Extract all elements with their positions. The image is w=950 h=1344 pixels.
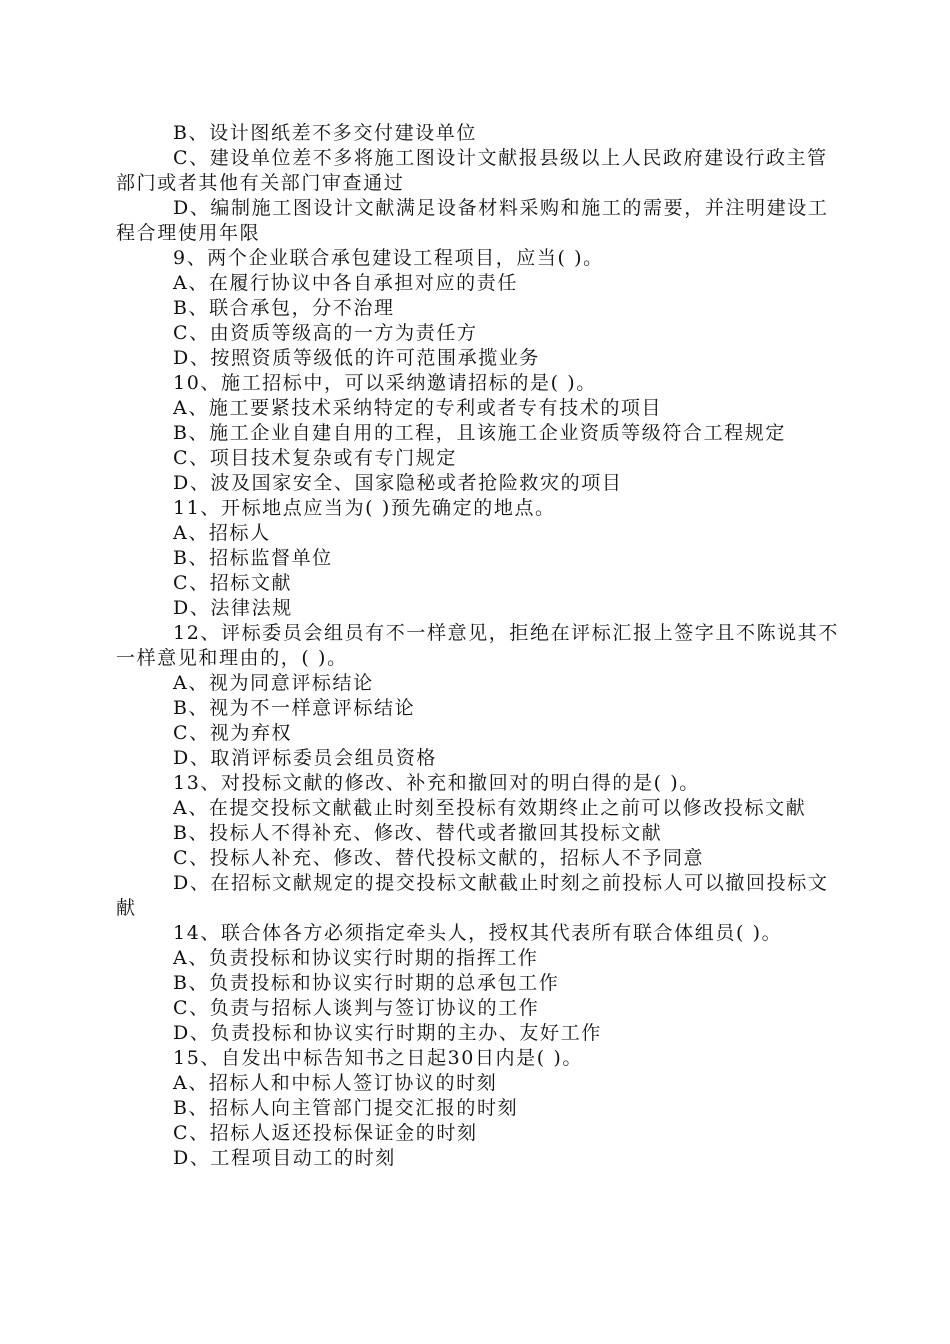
option-line: C、由资质等级高的一方为责任方 <box>173 322 478 344</box>
option-line: A、负责投标和协议实行时期的指挥工作 <box>173 947 539 969</box>
option-line: B、招标人向主管部门提交汇报的时刻 <box>173 1097 519 1119</box>
option-line: D、编制施工图设计文献满足设备材料采购和施工的需要，并注明建设工程合理使用年限 <box>116 197 829 244</box>
question-line: 14、联合体各方必须指定牵头人，授权其代表所有联合体组员( )。 <box>173 922 783 944</box>
document-body <box>116 121 846 1171</box>
option-line: B、负责投标和协议实行时期的总承包工作 <box>173 972 560 994</box>
question-line: 13、对投标文献的修改、补充和撤回对的明白得的是( )。 <box>173 772 700 794</box>
option-line: B、设计图纸差不多交付建设单位 <box>173 122 477 144</box>
option-line: B、施工企业自建自用的工程，且该施工企业资质等级符合工程规定 <box>173 422 786 444</box>
option-line: A、视为同意评标结论 <box>173 672 374 694</box>
option-line: D、按照资质等级低的许可范围承揽业务 <box>173 347 541 369</box>
question-line: 15、自发出中标告知书之日起30日内是( )。 <box>173 1047 584 1069</box>
option-line: C、投标人补充、修改、替代投标文献的，招标人不予同意 <box>173 847 705 869</box>
option-line: B、招标监督单位 <box>173 547 333 569</box>
option-line: C、招标文献 <box>173 572 293 594</box>
question-line: 10、施工招标中，可以采纳邀请招标的是( )。 <box>173 372 597 394</box>
option-line: A、在提交投标文献截止时刻至投标有效期终止之前可以修改投标文献 <box>173 797 807 819</box>
option-line: D、波及国家安全、国家隐秘或者抢险救灾的项目 <box>173 472 623 494</box>
question-line: 12、评标委员会组员有不一样意见，拒绝在评标汇报上签字且不陈说其不一样意见和理由的，( )。 <box>116 622 839 669</box>
option-line: D、法律法规 <box>173 597 293 619</box>
option-line: D、取消评标委员会组员资格 <box>173 747 438 769</box>
option-line: B、视为不一样意评标结论 <box>173 697 416 719</box>
option-line: C、视为弃权 <box>173 722 293 744</box>
option-line: A、施工要紧技术采纳特定的专利或者专有技术的项目 <box>173 397 663 419</box>
option-line: B、联合承包，分不治理 <box>173 297 395 319</box>
question-line: 11、开标地点应当为( )预先确定的地点。 <box>173 497 556 519</box>
option-line: D、工程项目动工的时刻 <box>173 1147 396 1169</box>
option-line: B、投标人不得补充、修改、替代或者撤回其投标文献 <box>173 822 663 844</box>
option-line: C、项目技术复杂或有专门规定 <box>173 447 457 469</box>
option-line: D、负责投标和协议实行时期的主办、友好工作 <box>173 1022 602 1044</box>
option-line: C、负责与招标人谈判与签订协议的工作 <box>173 997 540 1019</box>
option-line: A、招标人和中标人签订协议的时刻 <box>173 1072 498 1094</box>
option-line: A、在履行协议中各自承担对应的责任 <box>173 272 518 294</box>
option-line: D、在招标文献规定的提交投标文献截止时刻之前投标人可以撤回投标文献 <box>116 872 829 919</box>
question-line: 9、两个企业联合承包建设工程项目，应当( )。 <box>173 247 604 269</box>
option-line: A、招标人 <box>173 522 271 544</box>
option-line: C、建设单位差不多将施工图设计文献报县级以上人民政府建设行政主管部门或者其他有关部门审查通过 <box>116 147 828 194</box>
option-line: C、招标人返还投标保证金的时刻 <box>173 1122 478 1144</box>
